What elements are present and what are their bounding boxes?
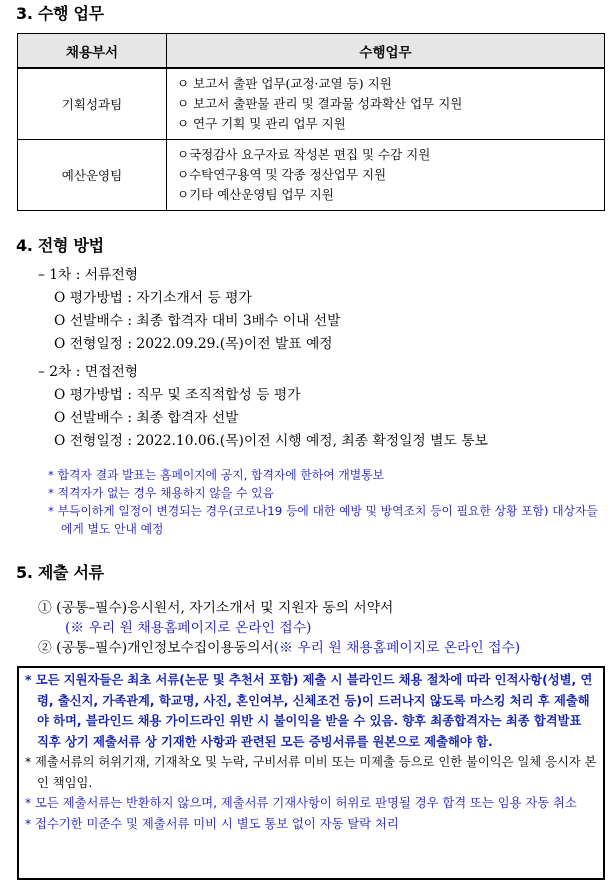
duties-table — [17, 33, 605, 211]
duty-item: ㅇ국정감사 요구자료 작성본 편집 및 수감 지원 — [177, 146, 431, 162]
stage-item: O 전형일정 : 2022.10.06.(목)이전 시행 예정, 최종 확정일정 별도 통보 — [54, 433, 488, 449]
notice-item: * 접수기한 미준수 및 제출서류 미비 시 별도 통보 없이 자동 탈락 처리 — [25, 816, 399, 831]
section-5-title: 5. 제출 서류 — [16, 563, 104, 582]
document-1: ① (공통–필수)응시원서, 자기소개서 및 지원자 동의 서약서 — [38, 600, 394, 616]
stage-item: O 전형일정 : 2022.09.29.(목)이전 발표 예정 — [54, 336, 333, 352]
notice-item: * 모든 제출서류는 반환하지 않으며, 제출서류 기재사항이 허위로 판명될 경우 합격 또는 임용 자동 취소 — [25, 796, 577, 810]
stage-1-block — [38, 264, 340, 356]
duty-item: ㅇ 보고서 출판물 관리 및 결과물 성과확산 업무 지원 — [177, 95, 463, 111]
header-dept: 채용부서 — [18, 34, 167, 69]
note-item: * 부득이하게 일정이 변경되는 경우(코로나19 등에 대한 예방 및 방역조치 등이 필요한 상황 포함) 대상자들에게 별도 안내 예정 — [48, 504, 598, 536]
stage-2-block — [38, 361, 488, 453]
note-item: * 합격자 결과 발표는 홈페이지에 공지, 합격자에 한하여 개별통보 — [48, 468, 384, 482]
document-2-note: (※ 우리 원 채용홈페이지로 온라인 접수) — [273, 640, 521, 656]
document-1-note: (※ 우리 원 채용홈페이지로 온라인 접수) — [65, 620, 312, 636]
dept-cell: 예산운영팀 — [18, 140, 167, 211]
stage-item: O 평가방법 : 직무 및 조직적합성 등 평가 — [54, 387, 301, 403]
table-header-row — [18, 34, 605, 69]
duty-item: ㅇ수탁연구용역 및 각종 정산업무 지원 — [177, 166, 387, 182]
notice-item: * 제출서류의 허위기재, 기재착오 및 누락, 구비서류 미비 또는 미제출 등으로 인한 불이익은 일체 응시자 본인 책임임. — [25, 755, 597, 790]
stage-1-label: – 1차 : 서류전형 — [38, 267, 139, 283]
document-2: ② (공통–필수)개인정보수집이용동의서 — [38, 640, 274, 656]
stage-2-label: – 2차 : 면접전형 — [38, 364, 139, 380]
dept-cell: 기획성과팀 — [18, 68, 167, 140]
duty-item: ㅇ 보고서 출판 업무(교정·교열 등) 지원 — [177, 75, 392, 91]
selection-notes — [48, 466, 604, 538]
duty-cell — [167, 68, 605, 140]
notice-item: * 모든 지원자들은 최초 서류(논문 및 추천서 포함) 제출 시 블라인드 채용 절차에 따라 인적사항(성별, 연령, 출신지, 가족관계, 학교명, 사진, 혼인여부, 신체조건 등)이 드러나지 않도록 마스킹 처리 후 제출해야 하며, 블라인드 채용 가이드라인 위반 시 불이익을 받을 수 있음. 향후 최종합격자는 최종 합격발표 직후 상기 제출서류 상 기재한 사항과 관련된 모든 증빙서류를 원본으로 제출해야 함. — [25, 673, 593, 749]
table-row — [18, 140, 605, 211]
notice-box — [17, 666, 605, 880]
duty-item: ㅇ 연구 기획 및 관리 업무 지원 — [177, 115, 346, 131]
documents-list — [38, 598, 520, 658]
note-item: * 적격자가 없는 경우 채용하지 않을 수 있음 — [48, 486, 274, 500]
stage-item: O 평가방법 : 자기소개서 등 평가 — [54, 290, 252, 306]
stage-item: O 선발배수 : 최종 합격자 대비 3배수 이내 선발 — [54, 313, 341, 329]
duty-cell — [167, 140, 605, 211]
header-duty: 수행업무 — [167, 34, 605, 69]
section-4-title: 4. 전형 방법 — [16, 236, 104, 255]
table-row — [18, 68, 605, 140]
duty-item: ㅇ기타 예산운영팀 업무 지원 — [177, 186, 334, 202]
section-3-title: 3. 수행 업무 — [16, 4, 104, 23]
stage-item: O 선발배수 : 최종 합격자 선발 — [54, 410, 239, 426]
